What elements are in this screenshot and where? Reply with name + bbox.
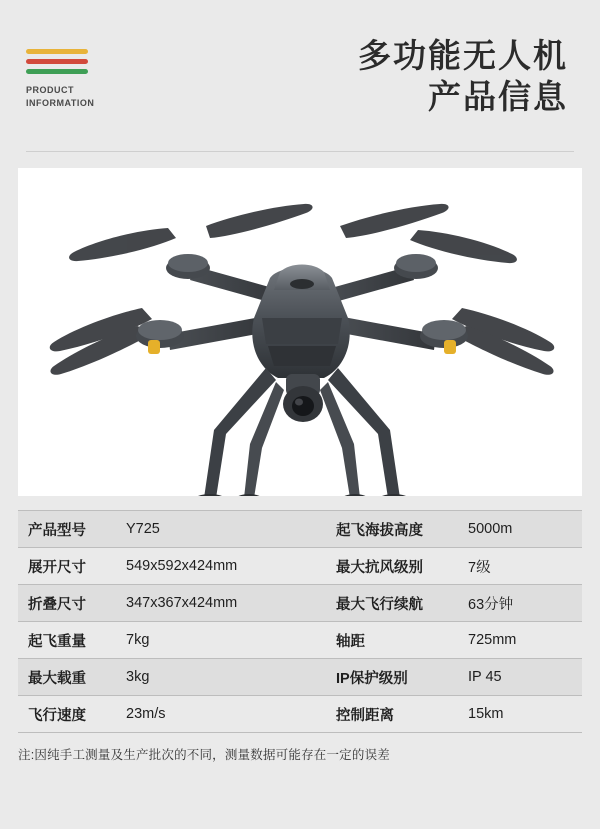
spec-value: 5000m — [468, 521, 513, 537]
spec-table — [18, 510, 582, 733]
spec-label: 展开尺寸 — [28, 559, 86, 576]
spec-label: 最大飞行续航 — [336, 596, 423, 613]
brand-caption — [26, 84, 136, 108]
spec-label: 飞行速度 — [28, 707, 86, 724]
spec-value: 3kg — [126, 669, 150, 685]
spec-label: 轴距 — [336, 633, 365, 650]
spec-label: 产品型号 — [28, 522, 86, 539]
drone-illustration — [18, 168, 582, 496]
spec-value: 7kg — [126, 632, 150, 648]
spec-label: IP保护级别 — [336, 670, 408, 687]
spec-label: 折叠尺寸 — [28, 596, 86, 613]
brand-caption-line-1: PRODUCT — [26, 85, 74, 96]
brand-caption-line-2: INFORMATION — [26, 97, 95, 108]
spec-value: 725mm — [468, 632, 517, 648]
brand-block — [26, 43, 136, 108]
spec-label: 起飞重量 — [28, 633, 86, 650]
spec-value: 7级 — [468, 559, 491, 576]
spec-value: Y725 — [126, 521, 160, 537]
product-image — [18, 168, 582, 496]
spec-value: 549x592x424mm — [126, 558, 238, 574]
table-row — [18, 696, 582, 733]
spec-label: 最大抗风级别 — [336, 559, 423, 576]
brand-stripes-icon — [26, 49, 88, 74]
table-row — [18, 548, 582, 585]
page-subtitle: 产品信息 — [428, 78, 568, 115]
spec-value: 23m/s — [126, 706, 166, 722]
table-row — [18, 659, 582, 696]
table-row — [18, 622, 582, 659]
table-row — [18, 511, 582, 548]
spec-value: 63分钟 — [468, 596, 514, 613]
spec-value: 347x367x424mm — [126, 595, 238, 611]
page-title: 多功能无人机 — [358, 36, 568, 74]
measurement-note: 注:因纯手工测量及生产批次的不同，测量数据可能存在一定的误差 — [18, 748, 390, 762]
page-header — [0, 0, 600, 152]
spec-value: 15km — [468, 706, 504, 722]
spec-label: 起飞海拔高度 — [336, 522, 423, 539]
spec-value: IP 45 — [468, 669, 502, 685]
header-titles — [136, 35, 574, 118]
spec-label: 控制距离 — [336, 707, 394, 724]
header-divider — [26, 151, 574, 152]
table-row — [18, 585, 582, 622]
spec-label: 最大载重 — [28, 670, 86, 687]
